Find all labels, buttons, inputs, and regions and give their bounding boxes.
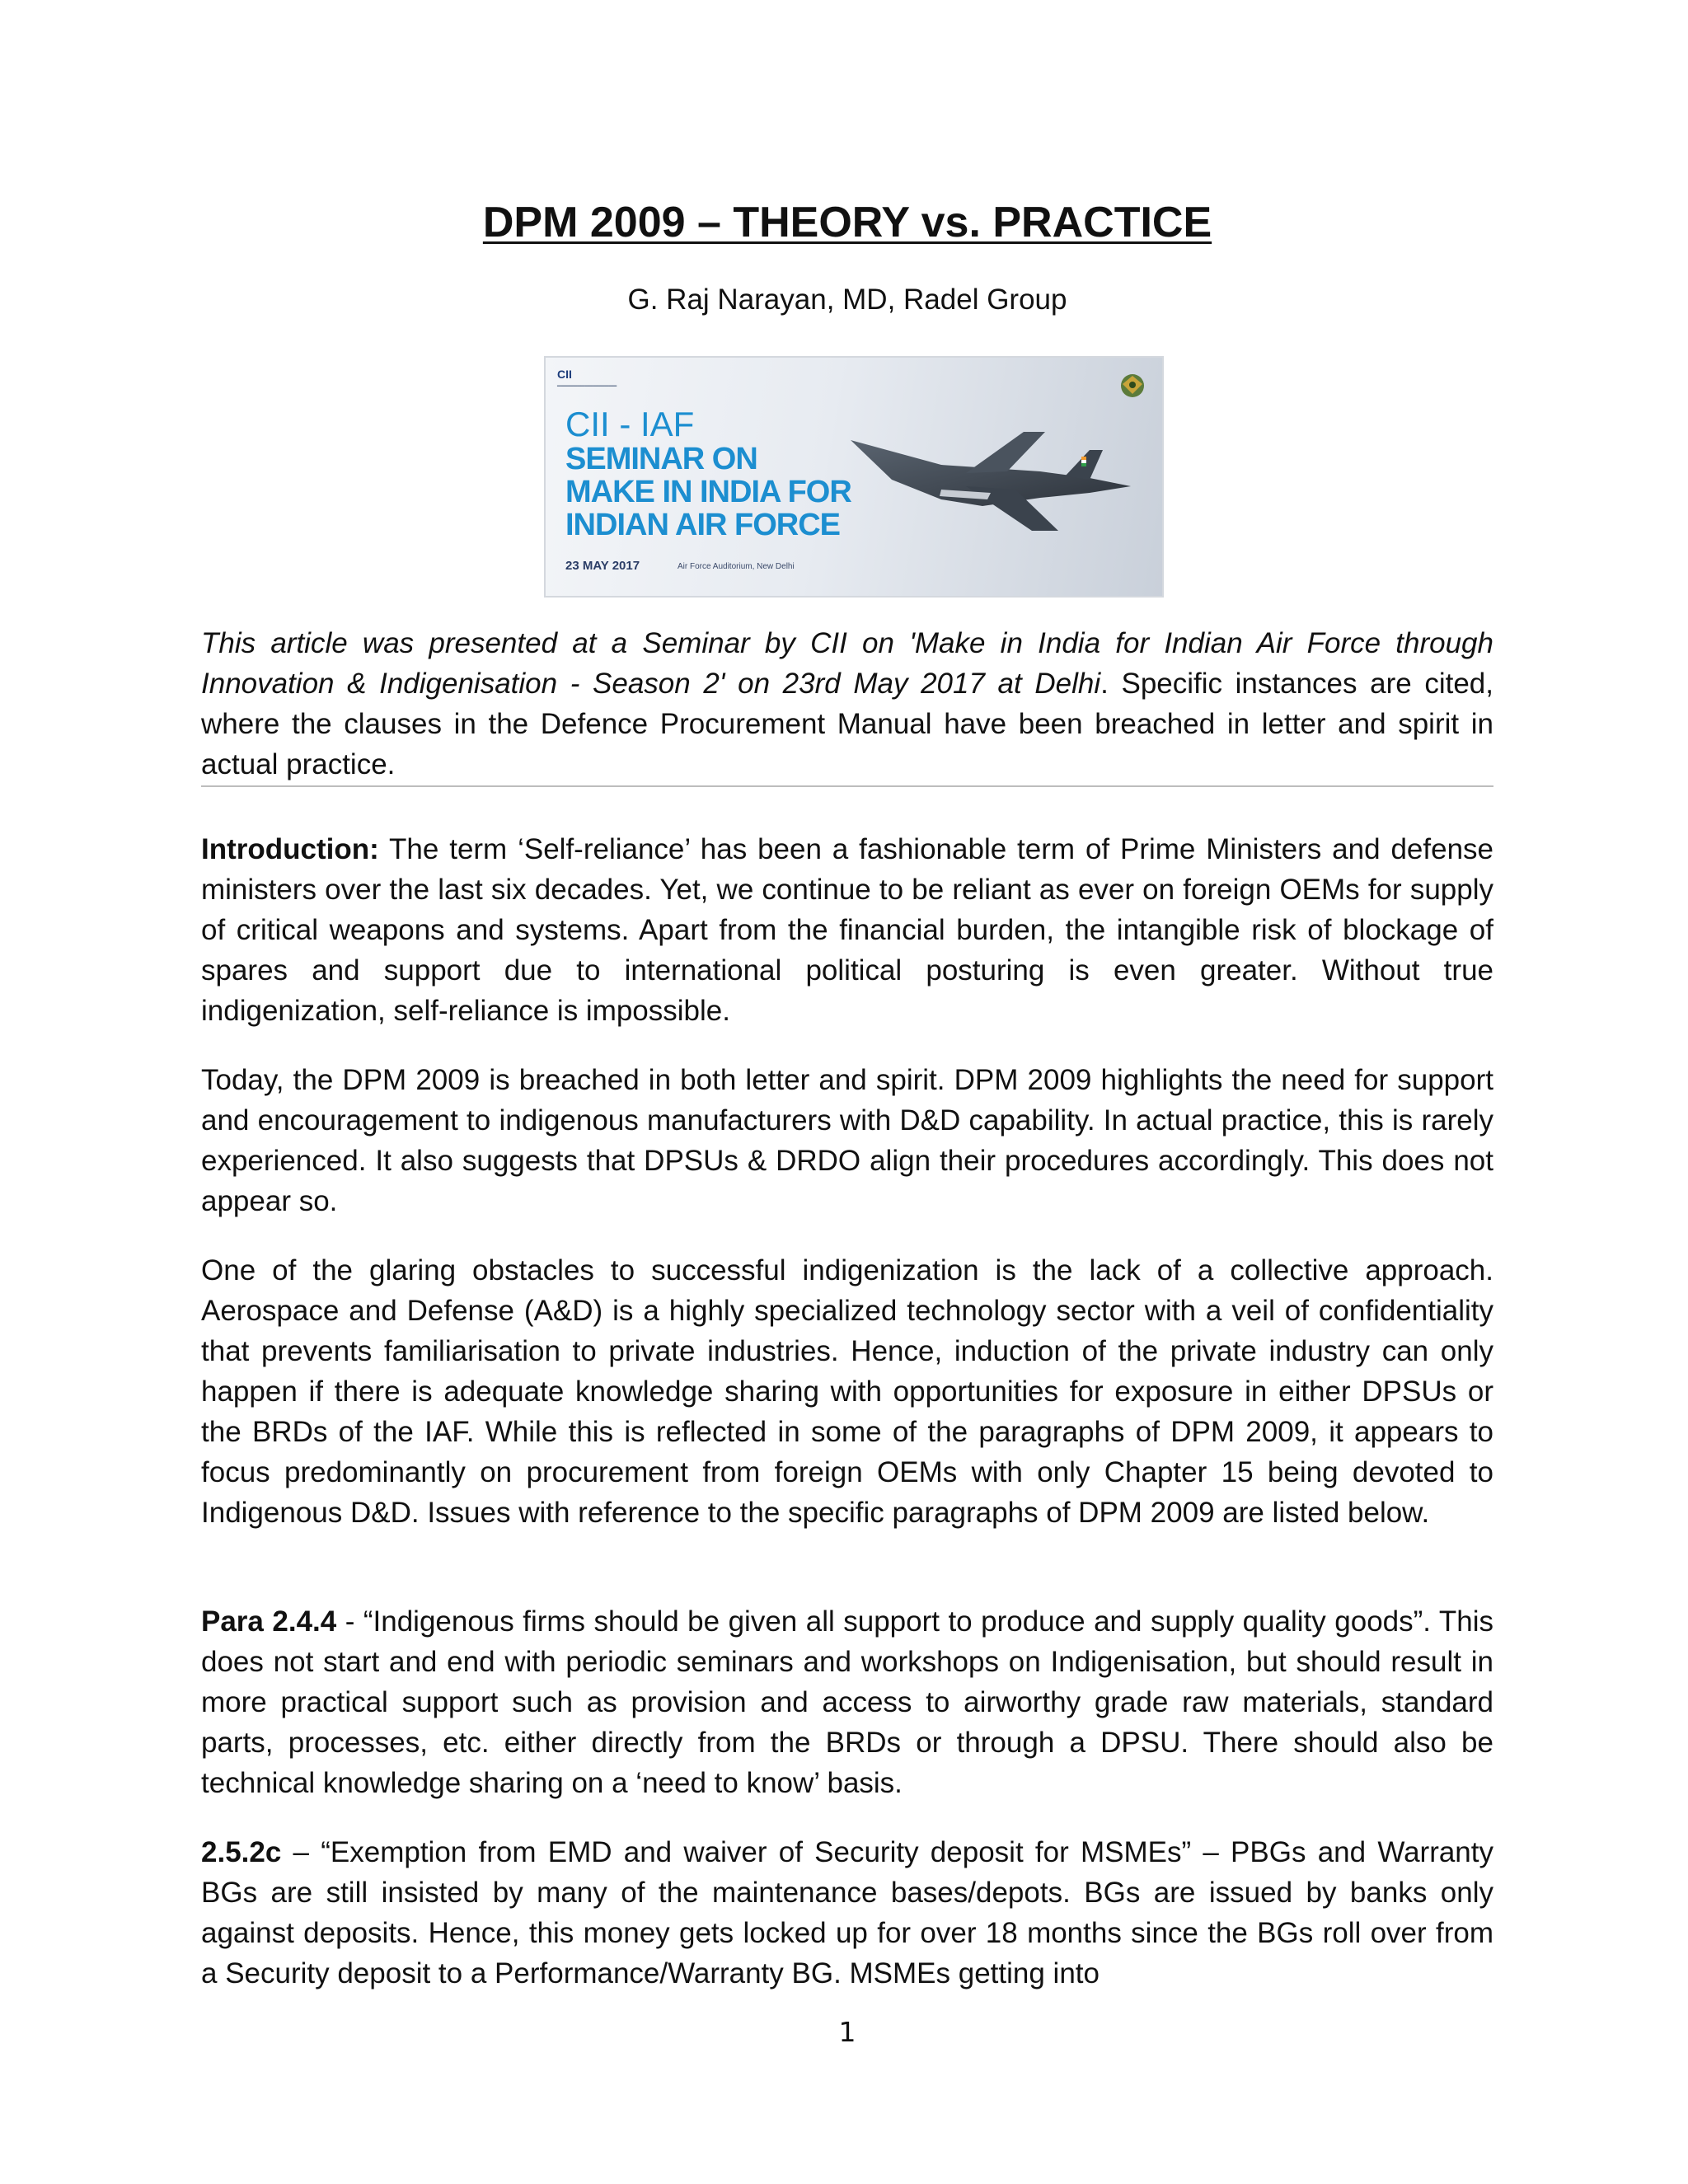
document-title: DPM 2009 – THEORY vs. PRACTICE bbox=[482, 199, 1212, 246]
paragraph-dpm-breach: Today, the DPM 2009 is breached in both letter and spirit. DPM 2009 highlights the need for support and encouragement to indigenous manufacturers with D&D capability. In actual practice, this is rarely experienced. It also suggests that DPSUs & DRDO align their procedures accordingly. This does not appear so. bbox=[201, 1064, 1493, 1217]
banner-venue: Air Force Auditorium, New Delhi bbox=[678, 562, 795, 571]
seminar-banner-image bbox=[544, 356, 1164, 598]
paragraph-text: - “Indigenous firms should be given all support to produce and supply quality goods”. This does not start and end with periodic seminars and workshops on Indigenisation, but should result in more practical support such as provision and access to airworthy grade raw materials, standard parts, processes, etc. either directly from the BRDs or through a DPSU. There should also be technical knowledge sharing on a ‘need to know’ basis. bbox=[201, 1605, 1493, 1799]
article-note-rest: . Specific instances are cited, where the clauses in the Defence Procurement Manual have been breached in letter and spirit in actual practice. bbox=[201, 668, 1493, 780]
banner-line-3: MAKE IN INDIA FOR bbox=[565, 474, 851, 509]
cii-logo: CII bbox=[557, 368, 572, 381]
paragraph-obstacles: One of the glaring obstacles to successful indigenization is the lack of a collective approach. Aerospace and Defense (A&D) is a highly specialized technology sector with a veil of confidentiality that prevents familiarisation to private industries. Hence, induction of the private industry can only happen if there is adequate knowledge sharing with opportunities for exposure in either DPSUs or the BRDs of the IAF. While this is reflected in some of the paragraphs of DPM 2009, it appears to focus predominantly on procurement from foreign OEMs with only Chapter 15 being devoted to Indigenous D&D. Issues with reference to the specific paragraphs of DPM 2009 are listed below. bbox=[201, 1254, 1493, 1529]
fighter-jet-illustration bbox=[842, 407, 1139, 555]
banner-line-4: INDIAN AIR FORCE bbox=[565, 507, 841, 542]
paragraph-text: The term ‘Self-reliance’ has been a fashionable term of Prime Ministers and defense ministers over the last six decades. Yet, we continue to be reliant as ever on foreign OEMs for supply of critical weapons and systems. Apart from the financial burden, the intangible risk of blockage of spares and support due to international political posturing is even greater. Without true indigenization, self-reliance is impossible. bbox=[201, 833, 1493, 1027]
article-note bbox=[201, 623, 1493, 785]
paragraph-para-2-4-4 bbox=[201, 1601, 1493, 1803]
page-number: 1 bbox=[838, 2016, 856, 2048]
banner-line-2: SEMINAR ON bbox=[565, 442, 757, 476]
iaf-emblem-icon bbox=[1116, 369, 1149, 402]
banner-date: 23 MAY 2017 bbox=[565, 559, 640, 573]
banner-line-1: CII - IAF bbox=[565, 405, 695, 443]
banner-headline bbox=[565, 443, 851, 542]
paragraph-introduction bbox=[201, 829, 1493, 1031]
author-line: G. Raj Narayan, MD, Radel Group bbox=[627, 284, 1067, 316]
paragraph-lead: Para 2.4.4 bbox=[201, 1605, 337, 1638]
paragraph-2-5-2c bbox=[201, 1832, 1493, 1994]
section-divider bbox=[201, 785, 1493, 787]
article-note-italic: This article was presented at a Seminar by CII on 'Make in India for Indian Air Force through Innovation & Indigenisation - Season 2' on 23rd May 2017 at Delhi bbox=[201, 627, 1493, 700]
paragraph-lead: Introduction: bbox=[201, 833, 379, 865]
paragraph-lead: 2.5.2c bbox=[201, 1836, 282, 1868]
cii-logo-underline: ━━━━━━━━━━━━━━━ bbox=[557, 382, 617, 390]
paragraph-text: – “Exemption from EMD and waiver of Security deposit for MSMEs” – PBGs and Warranty BGs are still insisted by many of the maintenance bases/depots. BGs are issued by banks only against deposits. Hence, this money gets locked up for over 18 months since the BGs roll over from a Security deposit to a Performance/Warranty BG. MSMEs getting into bbox=[201, 1836, 1493, 1990]
document-page bbox=[201, 0, 1493, 2184]
